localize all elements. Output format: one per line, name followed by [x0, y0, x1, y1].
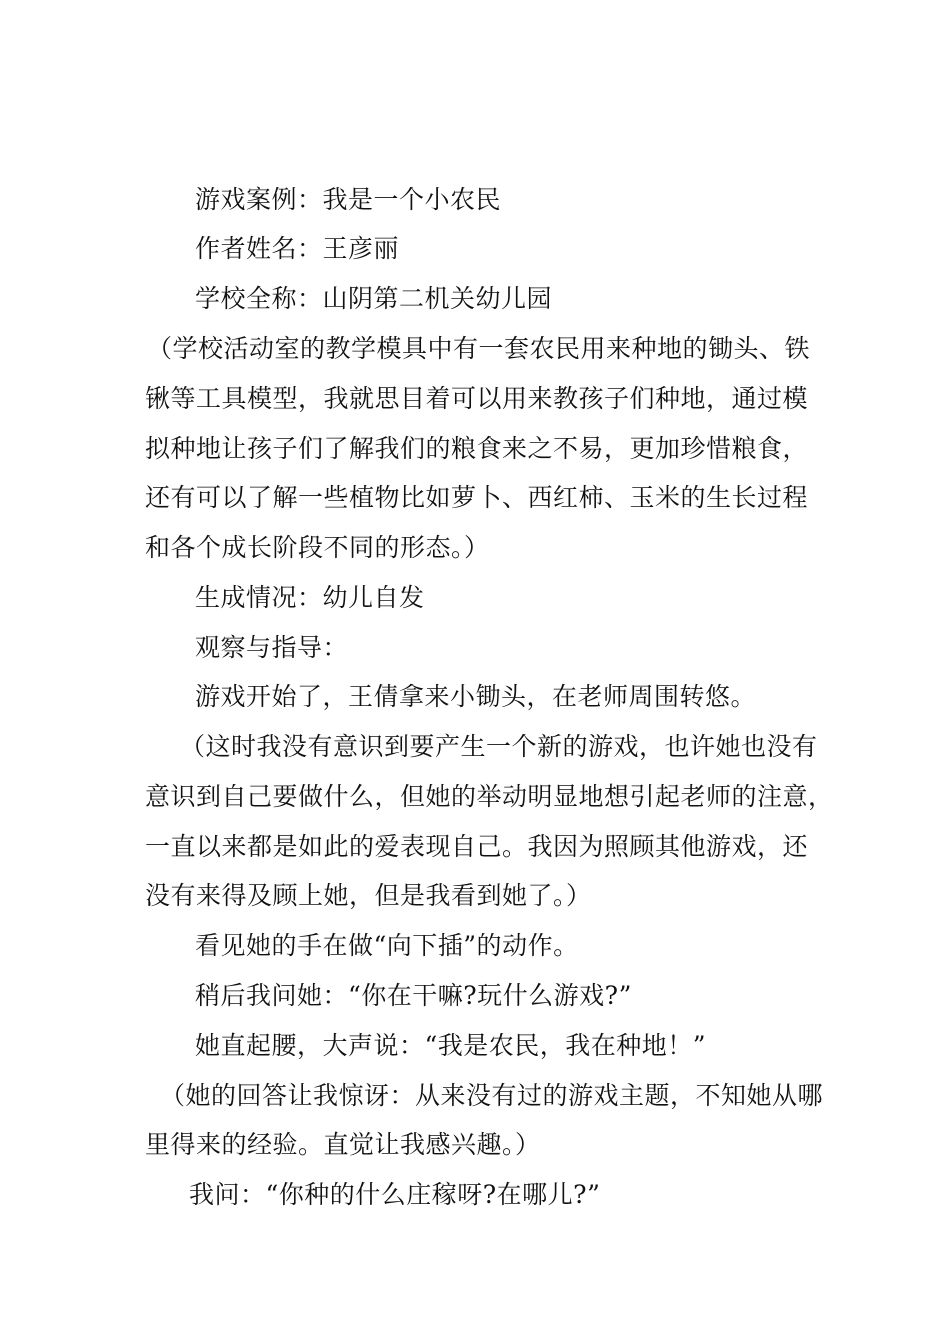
observation-paragraph: 游戏开始了，王倩拿来小锄头，在老师周围转悠。	[195, 682, 757, 711]
reflection-paragraph-line: 意识到自己要做什么，但她的举动明显地想引起老师的注意，	[145, 782, 834, 811]
background-paragraph-line: 还有可以了解一些植物比如萝卜、西红柿、玉米的生长过程	[145, 483, 809, 512]
observation-heading: 观察与指导：	[195, 633, 349, 662]
dialogue-line: 她直起腰，大声说：“我是农民，我在种地！”	[195, 1031, 707, 1060]
background-paragraph-line: 拟种地让孩子们了解我们的粮食来之不易，更加珍惜粮食，	[145, 434, 809, 463]
background-paragraph-line: 锹等工具模型，我就思目着可以用来教孩子们种地，通过模	[145, 384, 809, 413]
reflection-paragraph-line: （她的回答让我惊讶：从来没有过的游戏主题，不知她从哪	[160, 1081, 824, 1110]
background-paragraph-line: （学校活动室的教学模具中有一套农民用来种地的锄头、铁	[147, 334, 811, 363]
author-name: 作者姓名：王彦丽	[195, 234, 400, 263]
reflection-paragraph-line: 里得来的经验。直觉让我感兴趣。）	[145, 1130, 541, 1159]
case-title: 游戏案例：我是一个小农民	[195, 185, 502, 214]
observation-paragraph: 看见她的手在做“向下插”的动作。	[195, 931, 579, 960]
generation-status: 生成情况：幼儿自发	[195, 583, 425, 612]
dialogue-line: 稍后我问她：“你在干嘛?玩什么游戏?”	[195, 981, 632, 1010]
reflection-paragraph-line: （这时我没有意识到要产生一个新的游戏，也许她也没有	[180, 732, 818, 761]
reflection-paragraph-line: 一直以来都是如此的爱表现自己。我因为照顾其他游戏，还	[145, 832, 809, 861]
background-paragraph-line: 和各个成长阶段不同的形态。）	[145, 533, 490, 562]
dialogue-line: 我问：“你种的什么庄稼呀?在哪儿?”	[189, 1180, 601, 1209]
school-name: 学校全称：山阴第二机关幼儿园	[195, 284, 553, 313]
reflection-paragraph-line: 没有来得及顾上她，但是我看到她了。）	[145, 881, 592, 910]
